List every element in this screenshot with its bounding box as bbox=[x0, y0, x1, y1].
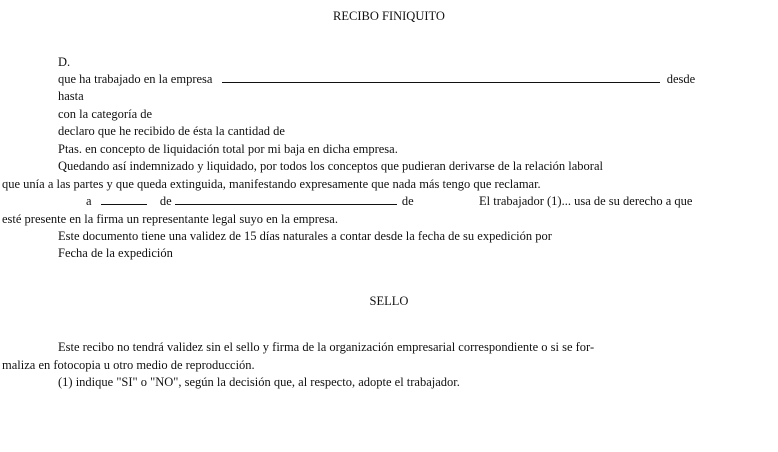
mes-field[interactable] bbox=[175, 193, 397, 205]
fecha-line bbox=[86, 193, 414, 209]
trabajador-line-2: esté presente en la firma un representante legal suyo en la empresa. bbox=[2, 212, 338, 226]
empresa-field[interactable] bbox=[222, 71, 660, 83]
empresa-line bbox=[58, 71, 695, 87]
sello-heading: SELLO bbox=[369, 294, 409, 308]
fecha-a-label: a bbox=[86, 194, 92, 208]
fecha-expedicion-line: Fecha de la expedición bbox=[58, 246, 173, 260]
recibo-line-2: maliza en fotocopia u otro medio de reproducción. bbox=[2, 358, 255, 372]
validez-line: Este documento tiene una validez de 15 días naturales a contar desde la fecha de su expedición por bbox=[58, 229, 552, 243]
d-line: D. bbox=[58, 55, 71, 69]
recibo-line-1: Este recibo no tendrá validez sin el sello y firma de la organización empresarial correspondiente o si se for- bbox=[58, 340, 595, 354]
fecha-de-label-1: de bbox=[159, 194, 172, 208]
declaro-line: declaro que he recibido de ésta la cantidad de bbox=[58, 124, 285, 138]
trabajador-line-1: El trabajador (1)... usa de su derecho a que bbox=[479, 194, 693, 208]
document-title: RECIBO FINIQUITO bbox=[333, 9, 445, 23]
fecha-de-label-2: de bbox=[401, 194, 414, 208]
empresa-label: que ha trabajado en la empresa bbox=[58, 72, 213, 86]
ptas-line: Ptas. en concepto de liquidación total por mi baja en dicha empresa. bbox=[58, 142, 398, 156]
nota-line: (1) indique "SI" o "NO", según la decisión que, al respecto, adopte el trabajador. bbox=[58, 375, 460, 389]
dia-field[interactable] bbox=[101, 193, 147, 205]
desde-label: desde bbox=[666, 72, 696, 86]
quedando-line-2: que unía a las partes y que queda extinguida, manifestando expresamente que nada más tengo que reclamar. bbox=[2, 177, 541, 191]
quedando-line-1: Quedando así indemnizado y liquidado, por todos los conceptos que pudieran derivarse de la relación laboral bbox=[58, 159, 603, 173]
categoria-line: con la categoría de bbox=[58, 107, 153, 121]
hasta-line: hasta bbox=[58, 89, 84, 103]
